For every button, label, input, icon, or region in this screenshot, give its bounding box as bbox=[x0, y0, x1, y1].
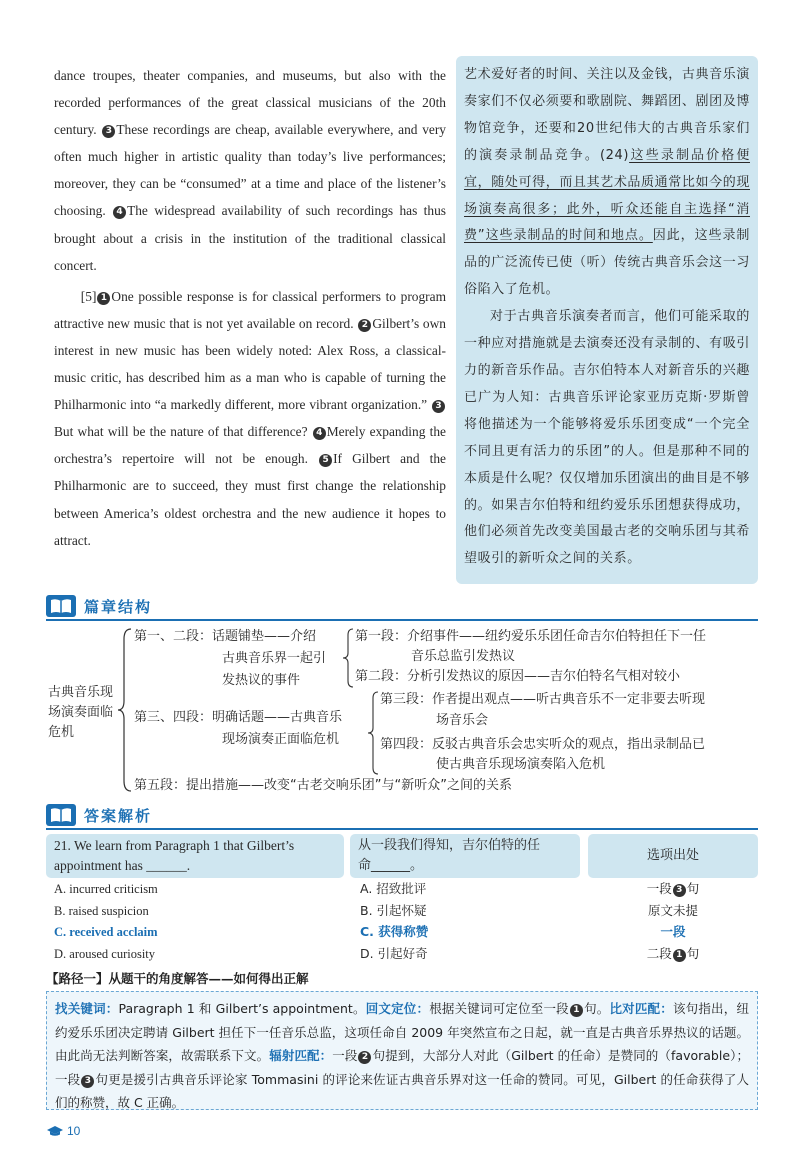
sentence-marker: 4 bbox=[113, 206, 126, 219]
para-1-summary-cont: 音乐总监引发热议 bbox=[411, 649, 516, 664]
section-header-answer bbox=[46, 803, 152, 827]
option-d-cn: D. 引起好奇 bbox=[360, 946, 428, 961]
analysis-box: 找关键词：Paragraph 1 和 Gilbert’s appointment。回文定位：根据关键词可定位至一段 1 句。比对匹配：该句指出，纽约爱乐乐团决定聘请 Gilbert 担任下一任音乐总监，这项任命自 2009 年突然宣布之日起，就一直是古典音乐界热议的话题。由此尚无法判断答案，故需联系下文。辐射匹配：一段 2 句提到，大部分人对此（Gilbert 的任命）是赞同的（favorable）；一段 3 句更是援引古典音乐评论家 Tommasini 的评论来佐证古典音乐界对这一任命的赞同。可见，Gilbert 的任命获得了人们的称赞，故 C 正确。 bbox=[46, 991, 758, 1110]
keyword-label: 回文定位： bbox=[365, 1001, 430, 1016]
para-3-summary-cont: 场音乐会 bbox=[436, 713, 489, 728]
section-title: 答案解析 bbox=[84, 806, 153, 825]
passage-english bbox=[54, 62, 446, 554]
sentence-marker: 2 bbox=[358, 1051, 371, 1064]
source-c-correct: 一段 bbox=[660, 924, 686, 939]
paragraph-5-cn: 对于古典音乐演奏者而言，他们可能采取的一种应对措施就是去演奏还没有录制的、有吸引力的新音乐作品。吉尔伯特本人对新音乐的兴趣已广为人知：古典音乐评论家亚历克斯·罗斯曾将他描述为一个能够将爱乐乐团变成“一个完全不同且更有活力的乐团”的人。但是那种不同的本质是什么呢？仅仅增加乐团演出的曲目是不够的。如果吉尔伯特和纽约爱乐乐团想获得成功，他们必须首先改变美国最古老的交响乐团与其希望吸引的新听众之间的关系。 bbox=[464, 309, 750, 567]
para-5-summary: 第五段：提出措施——改变“古老交响乐团”与“新听众”之间的关系 bbox=[134, 778, 512, 793]
group-2-line-2: 现场演奏正面临危机 bbox=[222, 732, 340, 747]
book-icon bbox=[46, 595, 76, 617]
keyword-label: 辐射匹配： bbox=[269, 1048, 333, 1063]
section-header-structure bbox=[46, 594, 152, 618]
para-2-summary: 第二段：分析引发热议的原因——吉尔伯特名气相对较小 bbox=[355, 669, 681, 684]
tree-root-line-1: 古典音乐现 bbox=[48, 685, 114, 700]
sentence-marker: 3 bbox=[673, 884, 686, 897]
path-title: 【路径一】从题干的角度解答——如何得出正解 bbox=[46, 971, 309, 986]
option-c-cn-correct: C. 获得称赞 bbox=[360, 924, 429, 939]
keyword-label: 找关键词： bbox=[55, 1001, 119, 1016]
para-1-summary: 第一段：介绍事件——纽约爱乐乐团任命吉尔伯特担任下一任 bbox=[355, 629, 707, 644]
option-a-en: A. incurred criticism bbox=[54, 882, 158, 896]
section-title: 篇章结构 bbox=[84, 597, 153, 616]
option-b-en: B. raised suspicion bbox=[54, 904, 149, 918]
source-b: 原文未提 bbox=[647, 903, 698, 918]
group-1-line-2: 古典音乐界一起引 bbox=[222, 651, 327, 666]
sentence-marker: 1 bbox=[97, 292, 110, 305]
paragraph-5-en: [5] 1 One possible response is for classical performers to program attractive new music that is not yet available on record. 2 Gilbert’s own interest in new music has been widely noted: Alex Ross, a classical-music critic, has described him as a man who is capable of turning the Philharmonic into “a markedly different, more vibrant organization.” 3But what will be the nature of that difference? 4 Merely expanding the orchestra’s repertoire will not be enough. 5 If Gilbert and the Philharmonic are to succeed, they must first change the relationship between America’s oldest orchestra and the new audience it hopes to attract. bbox=[54, 288, 446, 548]
sentence-marker: 2 bbox=[358, 319, 371, 332]
brace-root bbox=[117, 627, 133, 793]
para-3-summary: 第三段：作者提出观点——听古典音乐不一定非要去听现 bbox=[380, 692, 706, 707]
sentence-marker: 1 bbox=[570, 1004, 583, 1017]
graduation-cap-icon bbox=[46, 1125, 64, 1137]
sentence-marker: 4 bbox=[313, 427, 326, 440]
option-c-en-correct: C. received acclaim bbox=[54, 925, 158, 939]
paragraph-4-en: dance troupes, theater companies, and museums, but also with the recorded performances of the great classical musicians of the 20th century. 3 These recordings are cheap, available everywhere, and very often much higher in artistic quality than today’s live performances; moreover, they can be “consumed” at a time and place of the listener’s choosing. 4 The widespread availability of such recordings has thus brought about a crisis in the institution of the traditional classical concert. bbox=[54, 68, 447, 273]
sentence-marker: 1 bbox=[673, 949, 686, 962]
divider bbox=[46, 828, 758, 830]
group-2-line-1: 第三、四段：明确话题——古典音乐 bbox=[134, 710, 343, 725]
divider bbox=[46, 619, 758, 621]
source-d: 二段 1 句 bbox=[646, 946, 700, 961]
sentence-marker: 3 bbox=[432, 400, 445, 413]
page-number: 10 bbox=[46, 1124, 80, 1138]
question-en-line-1: 21. We learn from Paragraph 1 that Gilbert’s bbox=[54, 838, 295, 853]
source-header: 选项出处 bbox=[646, 848, 699, 863]
tree-root-line-3: 危机 bbox=[48, 725, 75, 740]
sentence-marker: 5 bbox=[319, 454, 332, 467]
option-a-cn: A. 招致批评 bbox=[360, 881, 427, 896]
question-cn-line-2: 命______。 bbox=[358, 858, 424, 873]
underlined-sentence: 这些录制品价格便宜，随处可得，而且其艺术品质通常比如今的现场演奏高很多；此外，听众还能自主选择“消费”这些录制品的时间和地点。 bbox=[464, 147, 750, 244]
sentence-marker: 3 bbox=[81, 1075, 94, 1088]
passage-chinese-panel bbox=[456, 56, 758, 584]
brace-group-2 bbox=[367, 690, 379, 776]
source-a: 一段 3 句 bbox=[646, 881, 700, 896]
option-b-cn: B. 引起怀疑 bbox=[360, 903, 427, 918]
book-icon bbox=[46, 804, 76, 826]
question-en-line-2: appointment has ______. bbox=[54, 858, 191, 873]
group-1-line-3: 发热议的事件 bbox=[222, 673, 301, 688]
para-4-summary-cont: 使古典音乐现场演奏陷入危机 bbox=[436, 757, 606, 772]
brace-group-1 bbox=[342, 627, 354, 689]
keyword-label: 比对匹配： bbox=[609, 1001, 673, 1016]
group-1-line-1: 第一、二段：话题铺垫——介绍 bbox=[134, 629, 317, 644]
option-d-en: D. aroused curiosity bbox=[54, 947, 156, 961]
para-4-summary: 第四段：反驳古典音乐会忠实听众的观点，指出录制品已 bbox=[380, 737, 706, 752]
question-cn-line-1: 从一段我们得知，吉尔伯特的任 bbox=[358, 838, 541, 853]
tree-root-line-2: 场演奏面临 bbox=[48, 705, 114, 720]
paragraph-4-cn: 艺术爱好者的时间、关注以及金钱，古典音乐演奏家们不仅必须要和歌剧院、舞蹈团、剧团及博物馆竞争，还要和20世纪伟大的古典音乐家们的演奏录制品竞争。(24)这些录制品价格便宜，随处可得，而且其艺术品质通常比如今的现场演奏高很多；此外，听众还能自主选择“消费”这些录制品的时间和地点。因此，这些录制品的广泛流传已使（听）传统古典音乐会这一习俗陷入了危机。 bbox=[464, 67, 750, 298]
sentence-marker: 3 bbox=[102, 125, 115, 138]
